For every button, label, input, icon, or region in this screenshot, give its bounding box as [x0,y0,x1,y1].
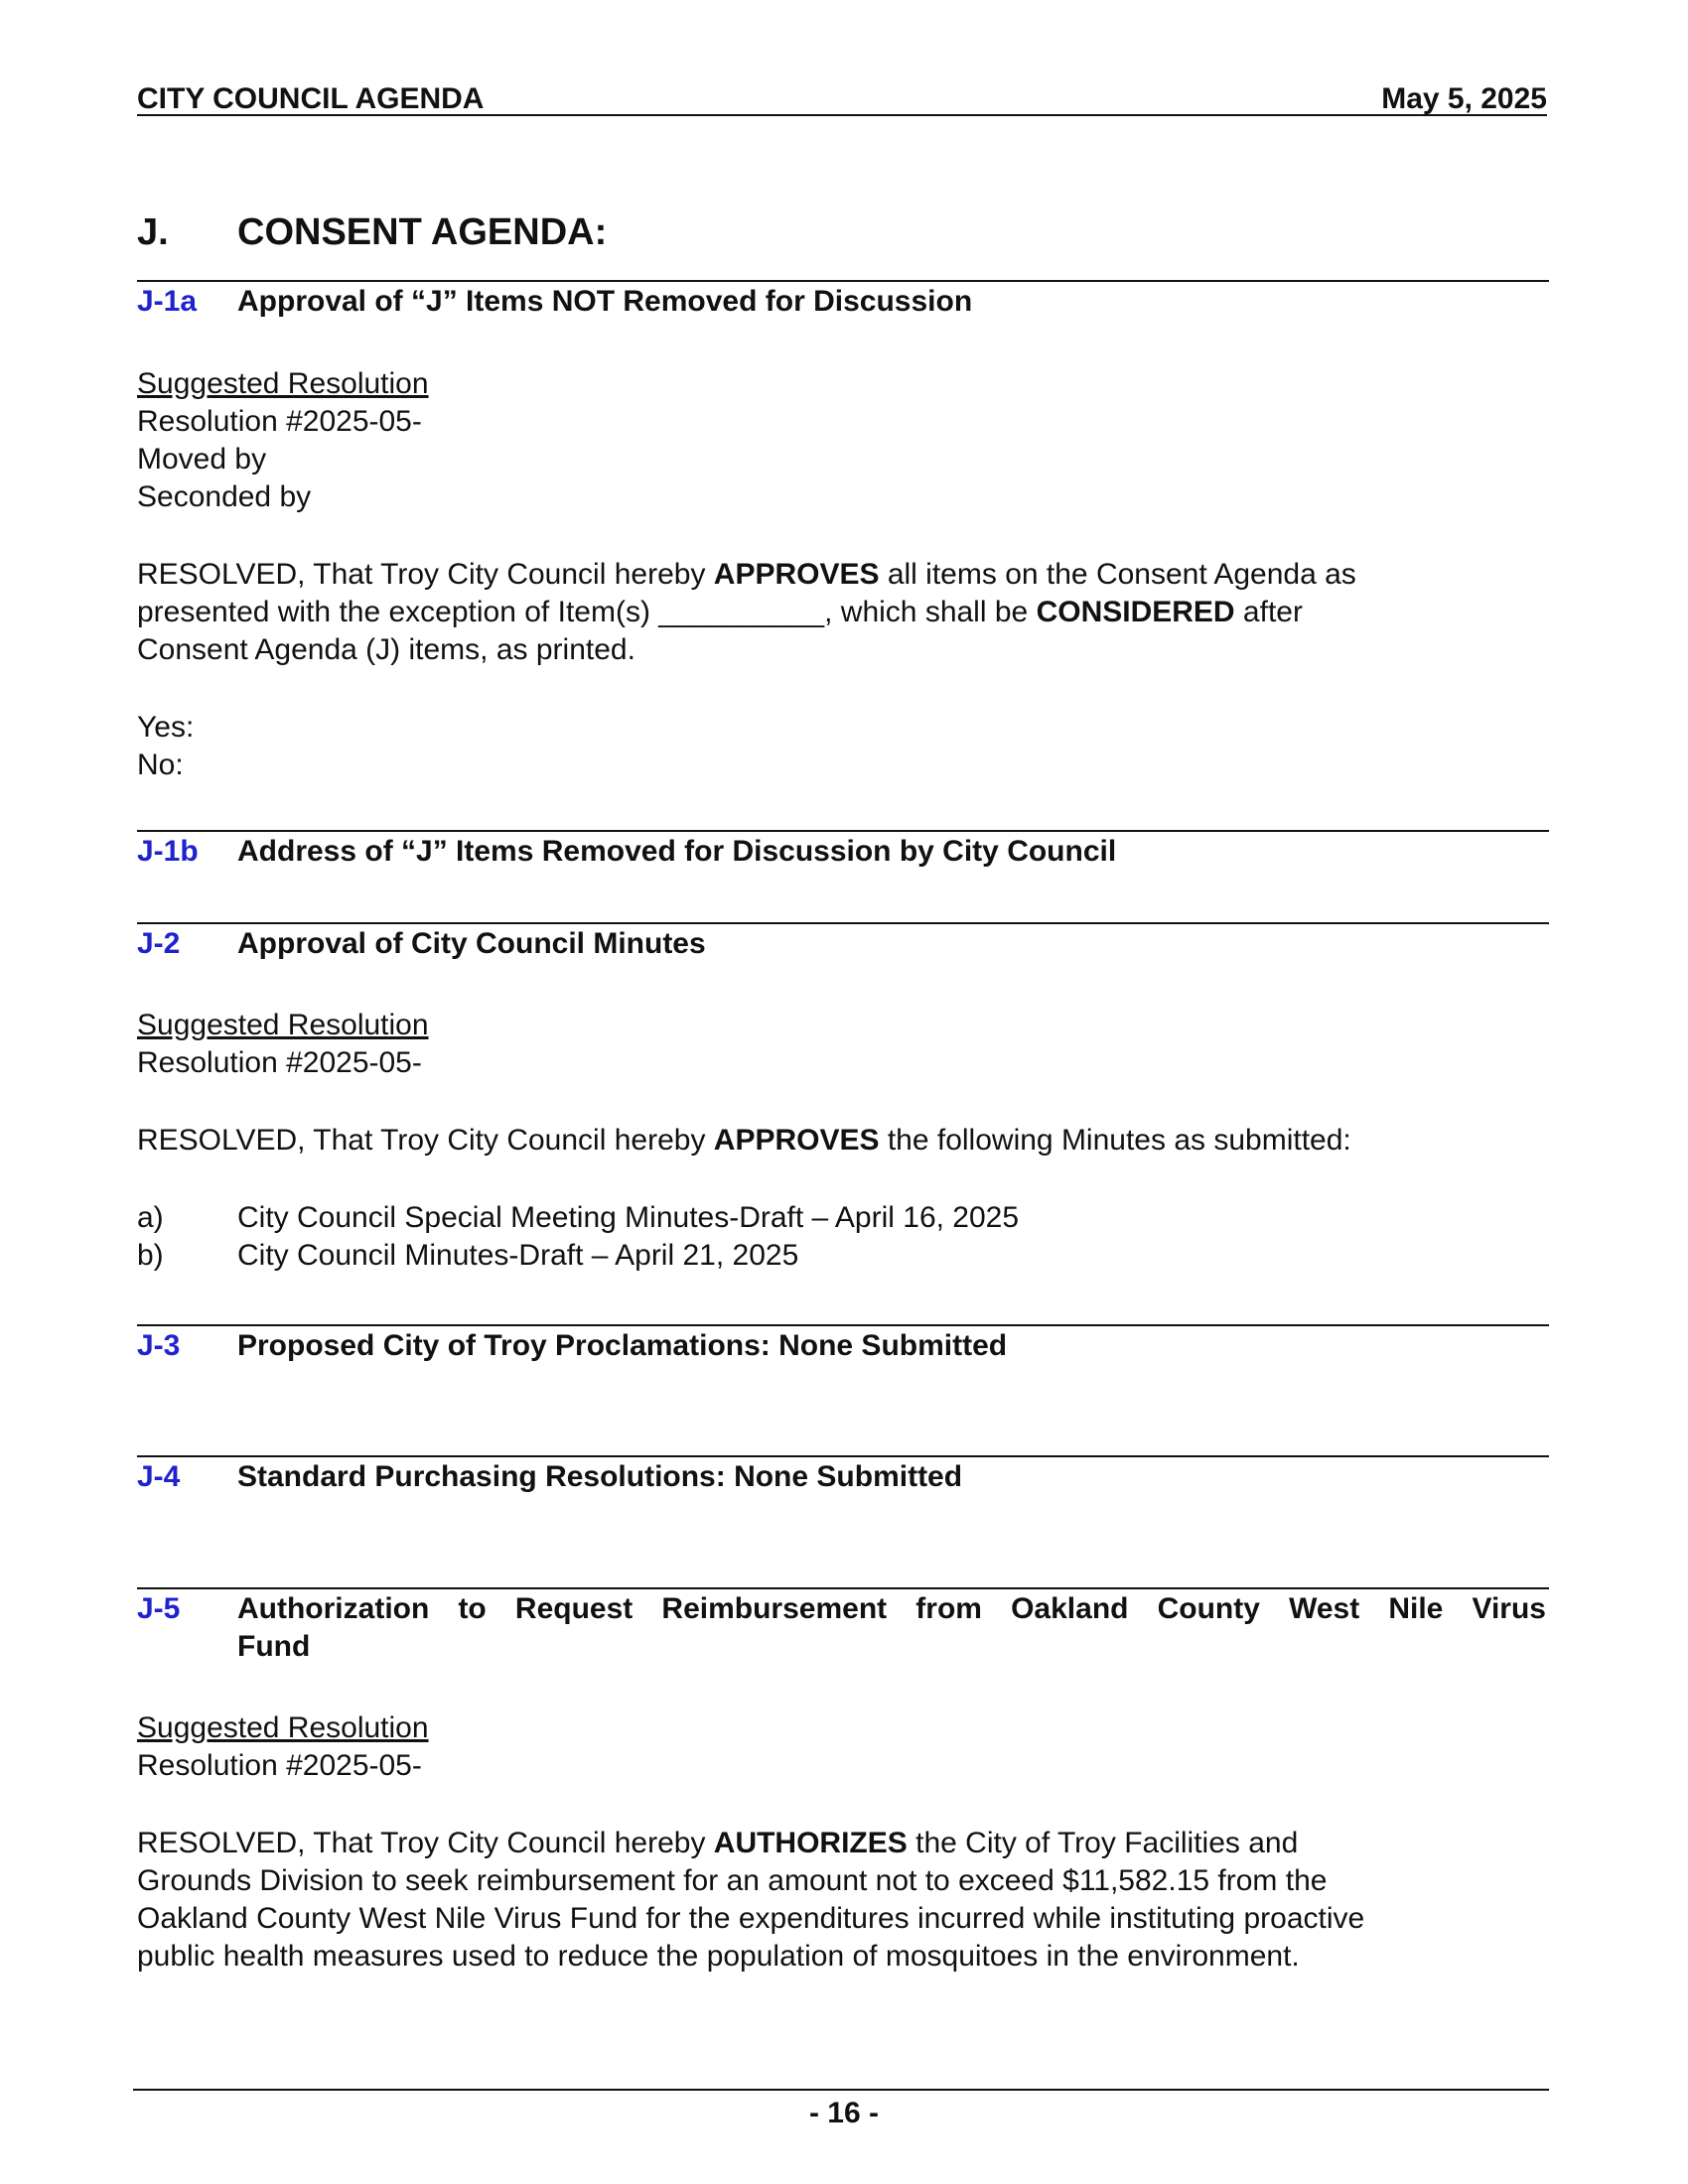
section-title: CONSENT AGENDA: [237,211,608,253]
item-code-j1b: J-1b [137,835,199,868]
item-divider [137,1324,1549,1326]
item-title-j1b: Address of “J” Items Removed for Discussion by City Council [237,835,1117,868]
item-code-j3: J-3 [137,1329,181,1362]
item-code-j4: J-4 [137,1460,181,1493]
vote-no: No: [137,749,184,781]
item-divider [137,280,1549,282]
resolution-text-line: Oakland County West Nile Virus Fund for the expenditures incurred while instituting proactive [137,1902,1365,1935]
list-item-marker: a) [137,1201,164,1234]
footer-rule [133,2089,1549,2091]
moved-by: Moved by [137,443,267,476]
item-title-j5-line1: Authorization to Request Reimbursement from Oakland County West Nile Virus [237,1592,1546,1625]
item-title-j2: Approval of City Council Minutes [237,927,706,960]
item-divider [137,830,1549,832]
resolution-text-line: RESOLVED, That Troy City Council hereby APPROVES the following Minutes as submitted: [137,1124,1351,1157]
resolution-text-line: public health measures used to reduce the population of mosquitoes in the environment. [137,1940,1300,1973]
section-letter: J. [137,211,169,253]
header-date: May 5, 2025 [1381,82,1547,115]
item-code-j1a: J-1a [137,285,198,318]
resolution-text-line: presented with the exception of Item(s) __________, which shall be CONSIDERED after [137,596,1303,628]
item-divider [137,922,1549,924]
list-item: City Council Minutes-Draft – April 21, 2025 [237,1239,799,1272]
resolution-text-line: RESOLVED, That Troy City Council hereby APPROVES all items on the Consent Agenda as [137,558,1356,591]
suggested-resolution-label: Suggested Resolution [137,1009,429,1041]
item-title-j5-line2: Fund [237,1630,311,1663]
suggested-resolution-label: Suggested Resolution [137,1711,429,1744]
seconded-by: Seconded by [137,480,312,513]
resolution-text-line: Grounds Division to seek reimbursement for an amount not to exceed $11,582.15 from the [137,1864,1328,1897]
resolution-number: Resolution #2025-05- [137,1046,422,1079]
item-divider [137,1455,1549,1457]
resolution-number: Resolution #2025-05- [137,405,422,438]
resolution-number: Resolution #2025-05- [137,1749,422,1782]
vote-yes: Yes: [137,711,195,744]
suggested-resolution-label: Suggested Resolution [137,367,429,400]
header-title: CITY COUNCIL AGENDA [137,82,485,115]
resolution-text-line: RESOLVED, That Troy City Council hereby AUTHORIZES the City of Troy Facilities and [137,1827,1299,1859]
header-rule [137,114,1547,116]
item-divider [137,1587,1549,1589]
item-code-j5: J-5 [137,1592,181,1625]
item-code-j2: J-2 [137,927,181,960]
item-title-j3: Proposed City of Troy Proclamations: None Submitted [237,1329,1008,1362]
page-number: - 16 - [808,2097,880,2129]
list-item-marker: b) [137,1239,164,1272]
resolution-text-line: Consent Agenda (J) items, as printed. [137,633,635,666]
item-title-j1a: Approval of “J” Items NOT Removed for Discussion [237,285,973,318]
item-title-j4: Standard Purchasing Resolutions: None Submitted [237,1460,963,1493]
list-item: City Council Special Meeting Minutes-Draft – April 16, 2025 [237,1201,1020,1234]
